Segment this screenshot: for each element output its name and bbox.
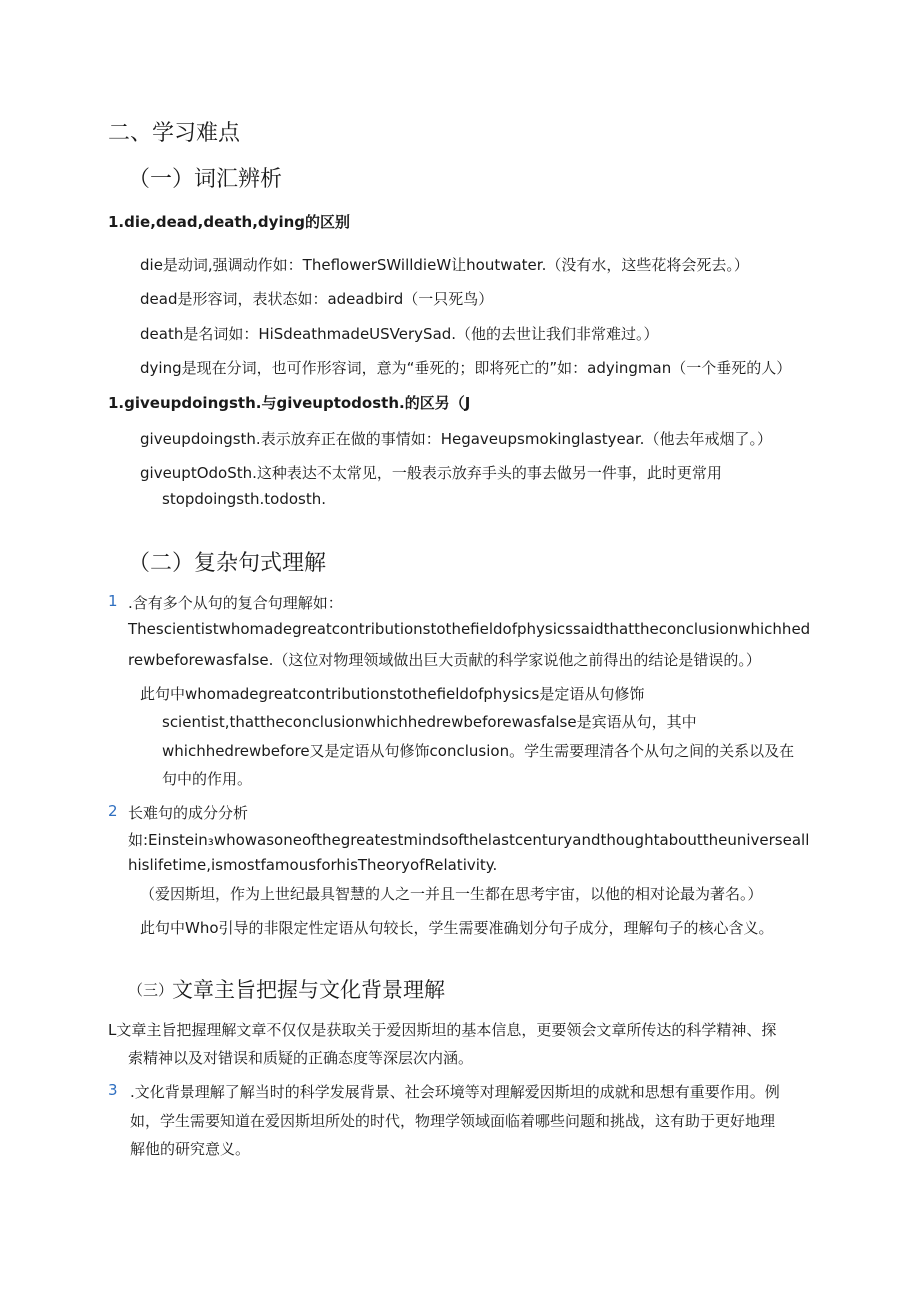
einstein-line-2: hislifetime,ismostfamousforhisTheoryofRelativity. bbox=[128, 856, 498, 874]
main-idea-line-1: L文章主旨把握理解文章不仅仅是获取关于爱因斯坦的基本信息，更要领会文章所传达的科学精神、探 bbox=[108, 1021, 777, 1039]
einstein-line-1: 如:Einstein₃whowasoneofthegreatestmindsofthelastcenturyandthoughtabouttheuniverseall bbox=[128, 831, 810, 849]
einstein-analysis: 此句中Who引导的非限定性定语从句较长，学生需要准确划分句子成分，理解句子的核心含义。 bbox=[140, 919, 774, 937]
item-number-1: 1 bbox=[108, 592, 118, 610]
main-idea-line-2: 索精神以及对错误和质疑的正确态度等深层次内涵。 bbox=[128, 1049, 474, 1067]
example-sentence-line-2: rewbeforewasfalse.（这位对物理领域做出巨大贡献的科学家说他之前得出的结论是错误的。） bbox=[128, 651, 761, 669]
line-death: death是名词如：HiSdeathmadeUSVerySad.（他的去世让我们非常难过。） bbox=[140, 325, 659, 343]
line-stopdoing: stopdoingsth.todosth. bbox=[162, 490, 326, 508]
subsection-3-title: 文章主旨把握与文化背景理解 bbox=[172, 978, 445, 1002]
item-number-3: 3 bbox=[108, 1081, 118, 1099]
einstein-translation: （爱因斯坦，作为上世纪最具智慧的人之一并且一生都在思考宇宙，以他的相对论最为著名。） bbox=[140, 885, 763, 903]
explanation-line-1: 此句中whomadegreatcontributionstothefieldofphysics是定语从句修饰 bbox=[140, 685, 645, 703]
line-dead: dead是形容词，表状态如：adeadbird（一只死鸟） bbox=[140, 290, 494, 308]
subsection-2-title: （二）复杂句式理解 bbox=[128, 551, 327, 576]
subsection-1-title: （一）词汇辨析 bbox=[128, 167, 283, 192]
item-1-title: 1.die,dead,death,dying的区别 bbox=[108, 213, 351, 231]
item-2-title: 1.giveupdoingsth.与giveuptodosth.的区另（J bbox=[108, 394, 471, 412]
culture-line-2: 如，学生需要知道在爱因斯坦所处的时代，物理学领域面临着哪些问题和挑战，这有助于更好地理 bbox=[130, 1112, 776, 1130]
explanation-line-4: 句中的作用。 bbox=[162, 770, 253, 788]
line-dying: dying是现在分词，也可作形容词，意为“垂死的；即将死亡的”如：adyingman（一个垂死的人） bbox=[140, 359, 792, 377]
line-giveup-todo: giveuptOdoSth.这种表达不太常见，一般表示放弃手头的事去做另一件事，此时更常用 bbox=[140, 464, 722, 482]
item-number-2: 2 bbox=[108, 802, 118, 820]
explanation-line-3: whichhedrewbefore又是定语从句修饰conclusion。学生需要理清各个从句之间的关系以及在 bbox=[162, 742, 795, 760]
example-sentence-line-1: Thescientistwhomadegreatcontributionstothefieldofphysicssaidthattheconclusionwhichhed bbox=[128, 620, 811, 638]
culture-line-1: .文化背景理解了解当时的科学发展背景、社会环境等对理解爱因斯坦的成就和思想有重要作用。例 bbox=[130, 1083, 780, 1101]
section-title: 二、学习难点 bbox=[108, 121, 241, 146]
explanation-line-2: scientist,thattheconclusionwhichhedrewbeforewasfalse是宾语从句，其中 bbox=[162, 713, 697, 731]
line-giveup-doing: giveupdoingsth.表示放弃正在做的事情如：Hegaveupsmokinglastyear.（他去年戒烟了。） bbox=[140, 430, 772, 448]
line-die: die是动词,强调动作如：TheflowerSWilldieW让houtwater.（没有水，这些花将会死去。） bbox=[140, 256, 749, 274]
long-sentence-title: 长难句的成分分析 bbox=[128, 804, 249, 822]
compound-sentence-title: .含有多个从句的复合句理解如： bbox=[128, 594, 343, 612]
subsection-3-prefix: （三） bbox=[128, 981, 174, 999]
culture-line-3: 解他的研究意义。 bbox=[130, 1140, 251, 1158]
